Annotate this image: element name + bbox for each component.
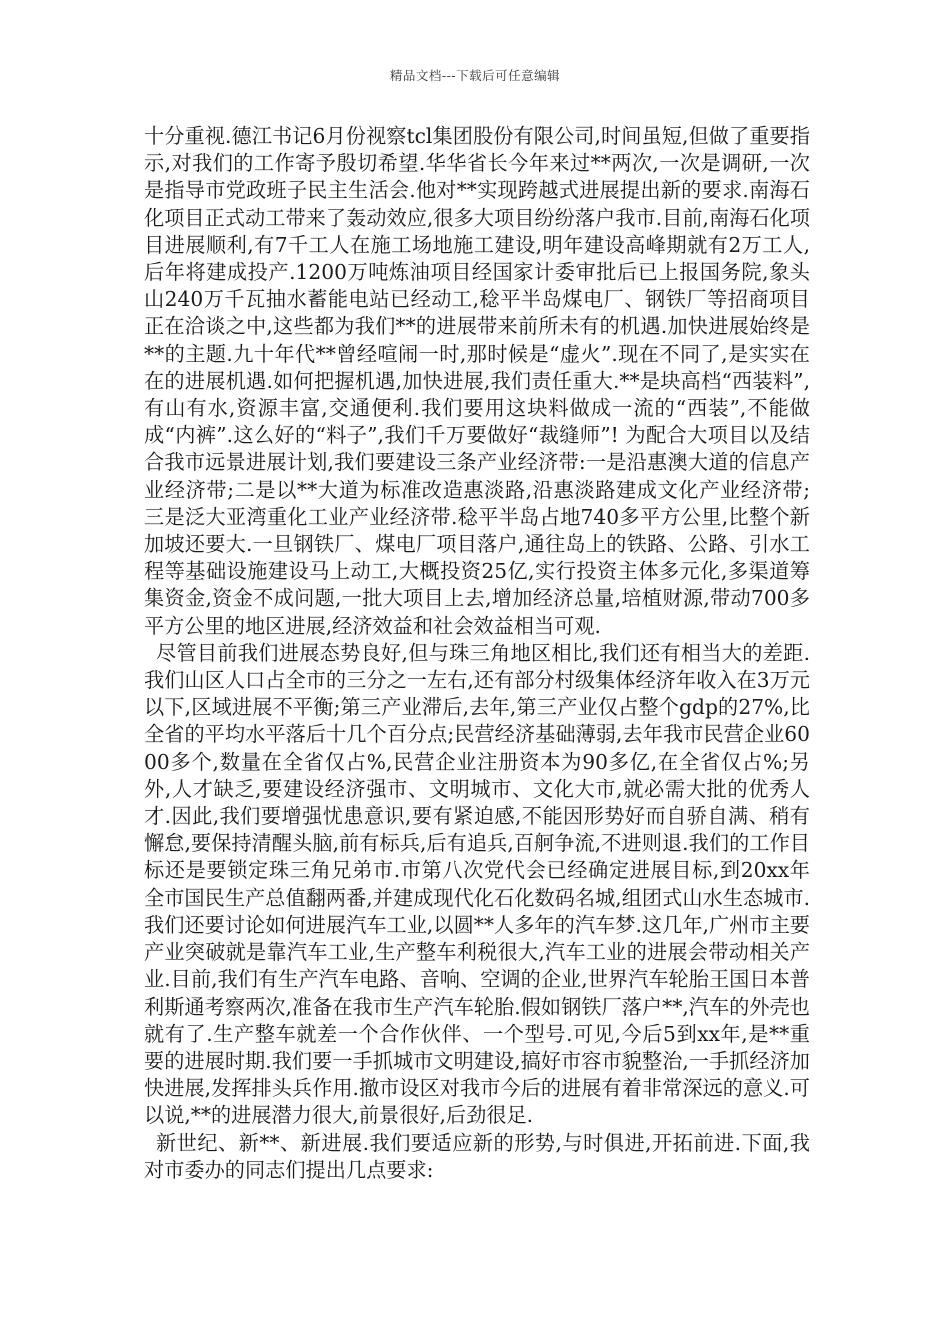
paragraph-1: 十分重视.德江书记6月份视察tcl集团股份有限公司,时间虽短,但做了重要指示,对我们的工作寄予殷切希望.华华省长今年来过**两次,一次是调研,一次是指导市党政班子民主生活会.他对**实现跨越式进展提出新的要求.南海石化项目正式动工带来了轰动效应,很多大项目纷纷落户我市.目前,南海石化项目进展顺利,有7千工人在施工场地施工建设,明年建设高峰期就有2万工人,后年将建成投产.1200万吨炼油项目经国家计委审批后已上报国务院,象头山240万千瓦抽水蓄能电站已经动工,稔平半岛煤电厂、钢铁厂等招商项目正在洽谈之中,这些都为我们**的进展带来前所未有的机遇.加快进展始终是**的主题.九十年代**曾经喧闹一时,那时候是“虚火”.现在不同了,是实实在在的进展机遇.如何把握机遇,加快进展,我们责任重大.**是块高档“西装料”,有山有水,资源丰富,交通便利.我们要用这块料做成一流的“西装”,不能做成“内裤”.这么好的“料子”,我们千万要做好“裁缝师”! 为配合大项目以及结合我市远景进展计划,我们要建设三条产业经济带:一是沿惠澳大道的信息产业经济带;二是以**大道为标准改造惠淡路,沿惠淡路建成文化产业经济带;三是泛大亚湾重化工业产业经济带.稔平半岛占地740多平方公里,比整个新加坡还要大.一旦钢铁厂、煤电厂项目落户,通往岛上的铁路、公路、引水工程等基础设施建设马上动工,大概投资25亿,实行投资主体多元化,多渠道筹集资金,资金不成问题,一批大项目上去,增加经济总量,培植财源,带动700多平方公里的地区进展,经济效益和社会效益相当可观.	[144, 124, 810, 638]
paragraph-2: 尽管目前我们进展态势良好,但与珠三角地区相比,我们还有相当大的差距.我们山区人口占全市的三分之一左右,还有部分村级集体经济年收入在3万元以下,区域进展不平衡;第三产业滞后,去年,第三产业仅占整个gdp的27%,比全省的平均水平落后十几个百分点;民营经济基础薄弱,去年我市民营企业6000多个,数量在全省仅占%,民营企业注册资本为90多亿,在全省仅占%;另外,人才缺乏,要建设经济强市、文明城市、文化大市,就必需大批的优秀人才.因此,我们要增强忧患意识,要有紧迫感,不能因形势好而自骄自满、稍有懈怠,要保持清醒头脑,前有标兵,后有追兵,百舸争流,不进则退.我们的工作目标还是要锁定珠三角兄弟市.市第八次党代会已经确定进展目标,到20xx年全市国民生产总值翻两番,并建成现代化石化数码名城,组团式山水生态城市.我们还要讨论如何进展汽车工业,以圆**人多年的汽车梦.这几年,广州市主要产业突破就是靠汽车工业,生产整车利税很大,汽车工业的进展会带动相关产业.目前,我们有生产汽车电路、音响、空调的企业,世界汽车轮胎王国日本普利斯通考察两次,准备在我市生产汽车轮胎.假如钢铁厂落户**,汽车的外壳也就有了.生产整车就差一个合作伙伴、一个型号.可见,今后5到xx年,是**重要的进展时期.我们要一手抓城市文明建设,搞好市容市貌整治,一手抓经济加快进展,发挥排头兵作用.撤市设区对我市今后的进展有着非常深远的意义.可以说,**的进展潜力很大,前景很好,后劲很足.	[144, 640, 810, 1128]
paragraph-3: 新世纪、新**、新进展.我们要适应新的形势,与时俱进,开拓前进.下面,我对市委办的同志们提出几点要求:	[144, 1130, 810, 1182]
document-body	[144, 123, 810, 1184]
page-header: 精品文档---下载后可任意编辑	[389, 68, 561, 83]
